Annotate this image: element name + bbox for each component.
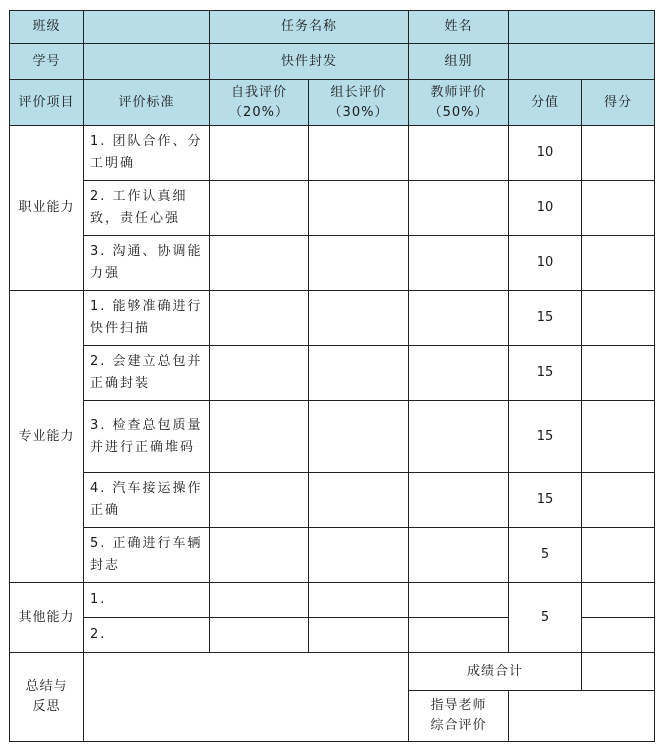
teacher-comment-label-line2: 综合评价 [430, 718, 487, 733]
teacher-eval-cell[interactable] [409, 291, 509, 346]
earned-cell[interactable] [582, 618, 655, 653]
task-name-label: 任务名称 [210, 11, 409, 44]
teacher-eval-cell[interactable] [409, 236, 509, 291]
leader-eval-cell[interactable] [309, 181, 409, 236]
leader-eval-cell[interactable] [309, 401, 409, 473]
self-eval-cell[interactable] [210, 528, 309, 583]
criteria-cell: 5. 正确进行车辆封志 [84, 528, 210, 583]
teacher-eval-cell[interactable] [409, 126, 509, 181]
column-item: 评价项目 [10, 80, 84, 126]
score-cell: 10 [509, 181, 582, 236]
table-row [10, 473, 655, 528]
criteria-cell: 2. 工作认真细致，责任心强 [84, 181, 210, 236]
column-leader-eval-title: 组长评价 [330, 84, 387, 100]
criteria-cell: 1. [84, 583, 210, 618]
leader-eval-cell[interactable] [309, 528, 409, 583]
criteria-cell: 4. 汽车接运操作正确 [84, 473, 210, 528]
total-score-value[interactable] [582, 653, 655, 691]
table-row [10, 346, 655, 401]
student-id-label: 学号 [10, 44, 84, 80]
leader-eval-cell[interactable] [309, 126, 409, 181]
summary-label [10, 653, 84, 742]
criteria-cell: 2. 会建立总包并正确封装 [84, 346, 210, 401]
class-value[interactable] [84, 11, 210, 44]
criteria-cell: 1. 能够准确进行快件扫描 [84, 291, 210, 346]
column-self-eval-title: 自我评价 [230, 84, 287, 100]
column-teacher-eval-title: 教师评价 [430, 84, 487, 100]
leader-eval-cell[interactable] [309, 473, 409, 528]
self-eval-cell[interactable] [210, 291, 309, 346]
section-name: 职业能力 [10, 126, 84, 291]
name-label: 姓名 [409, 11, 509, 44]
earned-cell[interactable] [582, 346, 655, 401]
column-leader-eval [309, 80, 409, 126]
self-eval-cell[interactable] [210, 618, 309, 653]
leader-eval-cell[interactable] [309, 583, 409, 618]
name-value[interactable] [509, 11, 655, 44]
self-eval-cell[interactable] [210, 401, 309, 473]
teacher-eval-cell[interactable] [409, 528, 509, 583]
section-name: 其他能力 [10, 583, 84, 653]
earned-cell[interactable] [582, 291, 655, 346]
score-cell: 15 [509, 346, 582, 401]
column-teacher-eval-weight: （50%） [428, 104, 489, 120]
column-criteria: 评价标准 [84, 80, 210, 126]
earned-cell[interactable] [582, 528, 655, 583]
earned-cell[interactable] [582, 181, 655, 236]
self-eval-cell[interactable] [210, 583, 309, 618]
summary-label-line1: 总结与 [25, 679, 68, 694]
criteria-cell: 3. 检查总包质量并进行正确堆码 [84, 401, 210, 473]
group-label: 组别 [409, 44, 509, 80]
teacher-eval-cell[interactable] [409, 473, 509, 528]
column-teacher-eval [409, 80, 509, 126]
score-cell: 15 [509, 401, 582, 473]
score-cell: 10 [509, 126, 582, 181]
earned-cell[interactable] [582, 583, 655, 618]
column-leader-eval-weight: （30%） [328, 104, 389, 120]
total-score-label: 成绩合计 [409, 653, 582, 691]
leader-eval-cell[interactable] [309, 291, 409, 346]
student-id-value[interactable] [84, 44, 210, 80]
earned-cell[interactable] [582, 401, 655, 473]
criteria-cell: 1. 团队合作、分工明确 [84, 126, 210, 181]
earned-cell[interactable] [582, 236, 655, 291]
teacher-comment-value[interactable] [509, 691, 655, 742]
table-row [10, 583, 655, 618]
summary-label-line2: 反思 [32, 699, 61, 714]
earned-cell[interactable] [582, 126, 655, 181]
self-eval-cell[interactable] [210, 473, 309, 528]
score-cell: 10 [509, 236, 582, 291]
score-cell: 15 [509, 291, 582, 346]
teacher-eval-cell[interactable] [409, 346, 509, 401]
table-row [10, 291, 655, 346]
criteria-cell: 2. [84, 618, 210, 653]
group-value[interactable] [509, 44, 655, 80]
teacher-eval-cell[interactable] [409, 181, 509, 236]
teacher-comment-label [409, 691, 509, 742]
leader-eval-cell[interactable] [309, 236, 409, 291]
evaluation-table [9, 10, 655, 742]
self-eval-cell[interactable] [210, 346, 309, 401]
teacher-eval-cell[interactable] [409, 618, 509, 653]
self-eval-cell[interactable] [210, 181, 309, 236]
table-row [10, 181, 655, 236]
section-name: 专业能力 [10, 291, 84, 583]
column-score: 分值 [509, 80, 582, 126]
summary-content[interactable] [84, 653, 409, 742]
table-row [10, 401, 655, 473]
column-self-eval [210, 80, 309, 126]
column-earned: 得分 [582, 80, 655, 126]
leader-eval-cell[interactable] [309, 346, 409, 401]
class-label: 班级 [10, 11, 84, 44]
table-row [10, 236, 655, 291]
score-cell: 15 [509, 473, 582, 528]
teacher-eval-cell[interactable] [409, 401, 509, 473]
leader-eval-cell[interactable] [309, 618, 409, 653]
score-cell: 5 [509, 528, 582, 583]
column-self-eval-weight: （20%） [229, 104, 289, 120]
score-cell: 5 [509, 583, 582, 653]
table-row [10, 126, 655, 181]
earned-cell[interactable] [582, 473, 655, 528]
self-eval-cell[interactable] [210, 126, 309, 181]
task-name-value: 快件封发 [210, 44, 409, 80]
self-eval-cell[interactable] [210, 236, 309, 291]
teacher-eval-cell[interactable] [409, 583, 509, 618]
teacher-comment-label-line1: 指导老师 [430, 698, 487, 713]
table-row [10, 528, 655, 583]
criteria-cell: 3. 沟通、协调能力强 [84, 236, 210, 291]
